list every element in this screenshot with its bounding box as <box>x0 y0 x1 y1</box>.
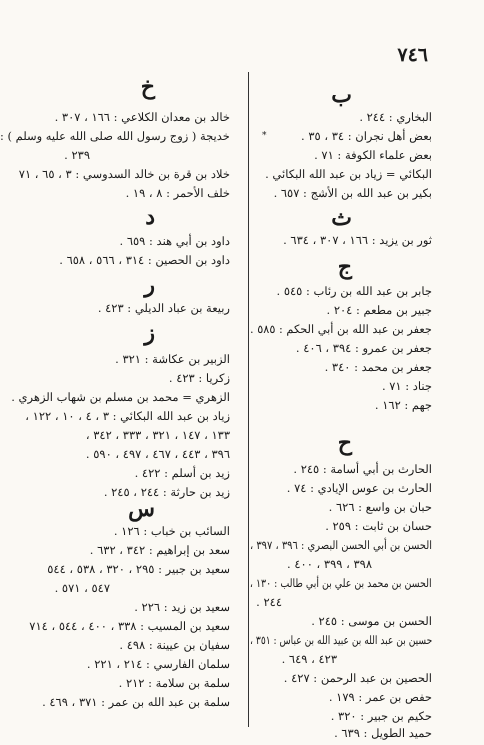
index-entry: جعفر بن عمرو : ٣٩٤ ، ٤٠٦ . <box>295 341 432 355</box>
index-entry: سعد بن إبراهيم : ٣٤٢ ، ٦٣٢ . <box>89 543 230 557</box>
index-entry: حسان بن ثابت : ٢٥٩ . <box>325 519 432 533</box>
section-letter-sin: س <box>128 496 155 522</box>
index-entry: خديجة ( زوج رسول الله صلى الله عليه وسلم ) : <box>0 129 230 143</box>
index-entry: الحارث بن عوس الإيادي : ٧٤ . <box>286 481 432 495</box>
index-entry: الزبير بن عكاشة : ٣٢١ . <box>115 352 230 366</box>
index-entry: سفيان بن عيينة : ٤٩٨ . <box>119 638 230 652</box>
index-entry: بعض أهل نجران : ٣٤ ، ٣٥ . <box>301 129 432 143</box>
section-letter-ha: ح <box>337 430 352 456</box>
index-entry: زياد بن عبد الله البكائي : ٣ ، ٤ ، ١٠ ، ١٢٢ ، <box>25 409 230 423</box>
index-entry: ربيعة بن عباد الديلي : ٤٢٣ . <box>97 301 230 315</box>
index-entry: الزهري = محمد بن مسلم بن شهاب الزهري . <box>11 390 230 404</box>
index-entry-continuation: ٣٩٦ ، ٤٤٣ ، ٤٦٧ ، ٤٩٧ ، ٥٩٠ . <box>85 447 230 461</box>
index-entry: بعض علماء الكوفة : ٧١ . <box>314 148 432 162</box>
section-letter-jim: ج <box>337 254 352 280</box>
index-entry: جهم : ١٦٢ . <box>374 398 432 412</box>
index-entry-continuation: ١٣٣ ، ١٤٧ ، ٣٢١ ، ٣٣٣ ، ٣٤٢ ، <box>85 428 230 442</box>
page-number: ٧٤٦ <box>397 44 428 66</box>
index-entry: حكيم بن جبير : ٣٢٠ . <box>330 709 432 723</box>
index-entry: خلاد بن قرة بن خالد السدوسي : ٣ ، ٦٥ ، ٧١ <box>18 167 230 181</box>
section-letter-kha: خ <box>140 74 155 100</box>
index-entry: سعيد بن زيد : ٢٢٦ . <box>134 600 230 614</box>
index-entry: بكير بن عبد الله بن الأشج : ٦٥٧ . <box>273 186 432 200</box>
index-entry: جعفر بن محمد : ٣٤٠ . <box>324 360 432 374</box>
index-entry: حبان بن واسع : ٦٢٦ . <box>328 500 432 514</box>
index-entry: حسين بن عبد الله بن عبيد الله بن عباس : ٣٥١ ، <box>249 633 432 647</box>
index-entry: زيد بن أسلم : ٤٢٢ . <box>134 466 230 480</box>
index-entry: حميد الطويل : ٦٣٩ . <box>334 726 432 740</box>
index-entry-continuation: ٣٩٨ ، ٣٩٩ ، ٤٠٠ . <box>287 557 372 571</box>
index-entry: البخاري : ٢٤٤ . <box>359 110 432 124</box>
index-entry: زكريا : ٤٢٣ . <box>168 371 230 385</box>
index-entry: خالد بن معدان الكلاعي : ١٦٦ ، ٣٠٧ . <box>54 110 230 124</box>
index-entry: جناد : ٧١ . <box>381 379 432 393</box>
index-entry: حفص بن عمر : ١٧٩ . <box>328 690 432 704</box>
index-entry: الحسن بن موسى : ٢٤٥ . <box>311 614 432 628</box>
index-entry: جابر بن عبد الله بن رئاب : ٥٤٥ . <box>276 284 432 298</box>
index-entry: سلمة بن عبد الله بن عمر : ٣٧١ ، ٤٦٩ . <box>42 695 230 709</box>
right-column <box>250 0 432 745</box>
index-entry: البكائي = زياد بن عبد الله البكائي . <box>265 167 432 181</box>
index-entry-continuation: ٢٣٩ . <box>64 148 90 162</box>
margin-mark: * <box>262 131 267 141</box>
index-entry: داود بن أبي هند : ٦٥٩ . <box>119 234 230 248</box>
section-letter-ra: ر <box>144 272 155 298</box>
index-entry: داود بن الحصين : ٣١٤ ، ٥٦٦ ، ٦٥٨ . <box>59 253 230 267</box>
index-entry: زيد بن حارثة : ٢٤٤ ، ٢٤٥ . <box>103 485 230 499</box>
column-divider <box>248 72 249 727</box>
index-entry: جبير بن مطعم : ٢٠٤ . <box>326 303 432 317</box>
index-entry: سعيد بن المسيب : ٣٣٨ ، ٤٠٠ ، ٥٤٤ ، ٧١٤ <box>29 619 230 633</box>
section-letter-dal: د <box>145 204 155 230</box>
section-letter-ba: ب <box>331 82 352 108</box>
index-entry-continuation: ٤٢٣ ، ٦٤٩ . <box>281 652 337 666</box>
index-entry: سعيد بن جبير : ٢٩٥ ، ٣٢٠ ، ٥٣٨ ، ٥٤٤ <box>47 562 230 576</box>
index-entry: سلمان الفارسي : ٢١٤ ، ٢٢١ . <box>86 657 230 671</box>
section-letter-tha: ث <box>331 205 352 231</box>
section-letter-zay: ز <box>144 320 155 346</box>
left-column <box>0 0 230 745</box>
index-entry: جعفر بن عبد الله بن أبي الحكم : ٥٨٥ . <box>250 322 432 336</box>
index-entry: ثور بن يزيد : ١٦٦ ، ٣٠٧ ، ٦٣٤ . <box>283 233 432 247</box>
index-entry: الحسن بن أبي الحسن البصري : ٣٩٦ ، ٣٩٧ ، <box>250 538 432 552</box>
index-entry: السائب بن خباب : ١٢٦ . <box>113 524 230 538</box>
index-entry: خلف الأحمر : ٨ ، ١٩ . <box>125 186 230 200</box>
index-entry: الحسن بن محمد بن علي بن أبي طالب : ١٣٠ ، <box>250 576 432 590</box>
index-entry: الحصين بن عبد الرحمن : ٤٢٧ . <box>283 671 432 685</box>
index-entry: الحارث بن أبي أسامة : ٢٤٥ . <box>293 462 432 476</box>
index-entry-continuation: ٢٤٤ . <box>256 595 282 609</box>
index-entry: سلمة بن سلامة : ٢١٢ . <box>118 676 230 690</box>
index-entry-continuation: ٥٤٧ ، ٥٧١ . <box>54 581 110 595</box>
